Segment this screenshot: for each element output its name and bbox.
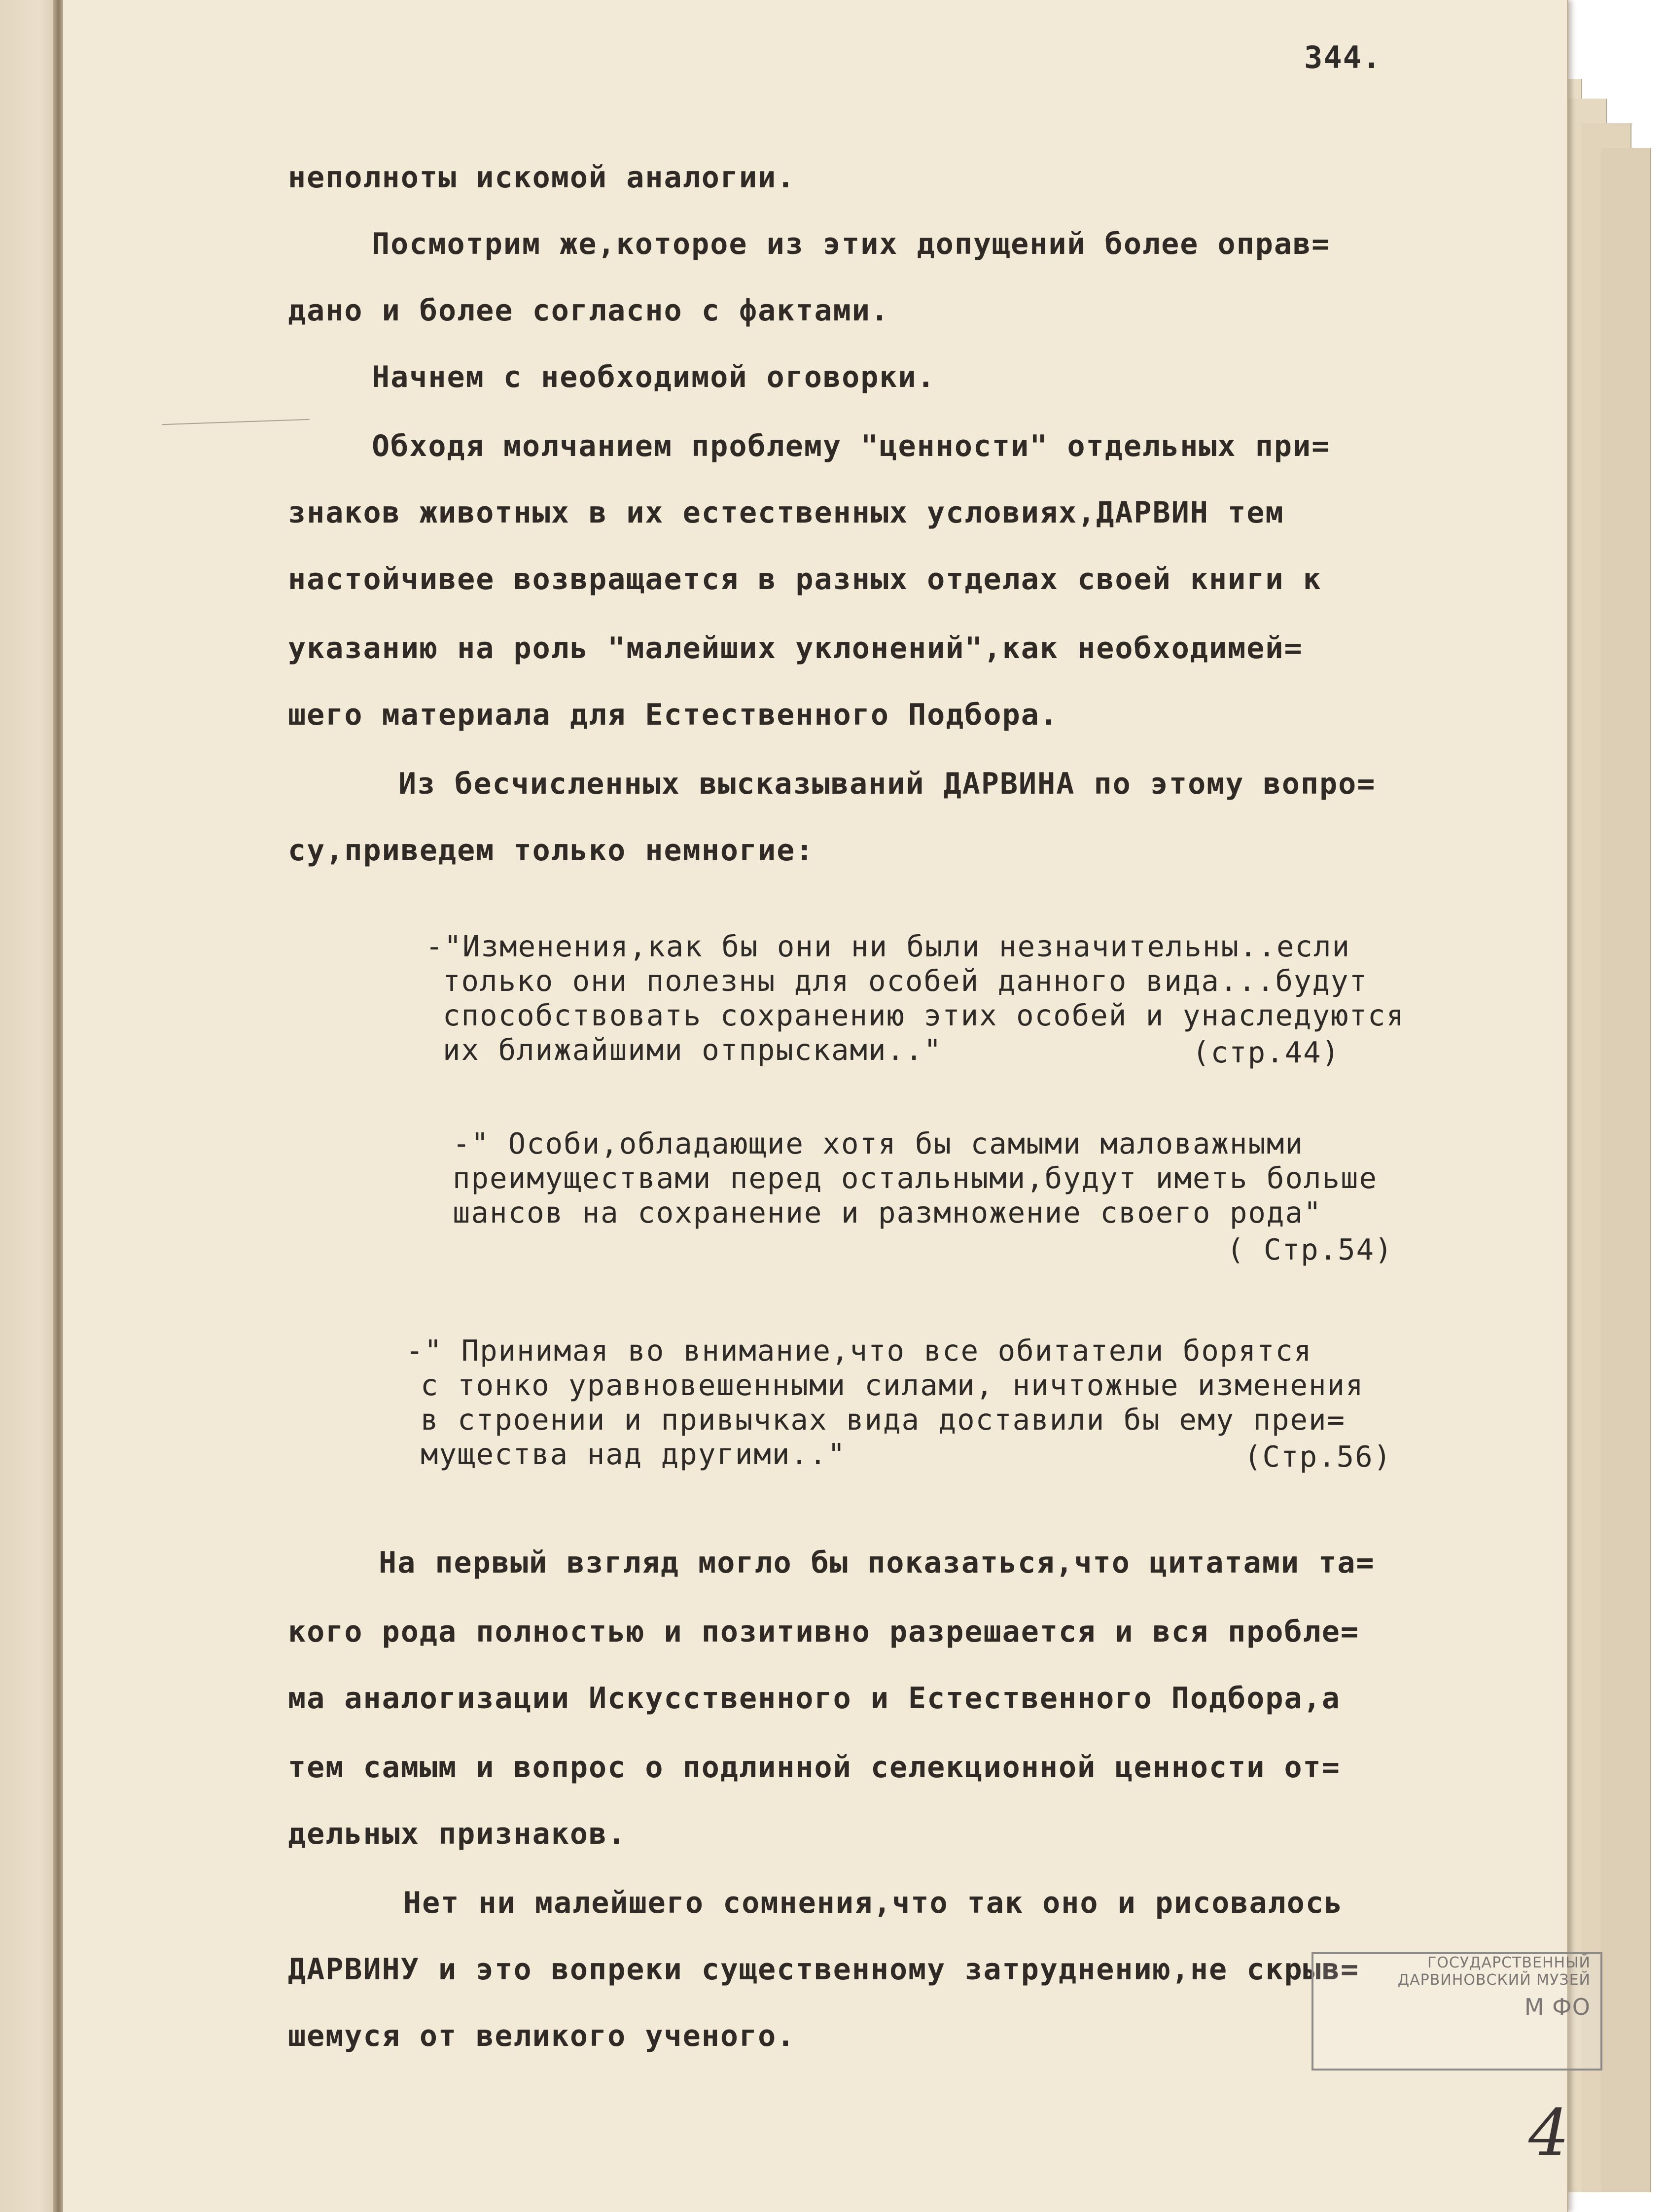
text-line: знаков животных в их естественных условиях,ДАРВИН тем [288,495,1284,530]
quote-line: -" Особи,обладающие хотя бы самыми маловажными [453,1126,1304,1160]
quote-line: мущества над другими.." [421,1437,846,1471]
typewritten-page [63,0,1568,2212]
text-line: дельных признаков. [288,1817,627,1851]
text-line: неполноты искомой аналогии. [288,160,796,195]
text-line: Обходя молчанием проблему "ценности" отдельных при= [372,429,1331,463]
quote-line: способствовать сохранению этих особей и унаследуются [443,998,1405,1032]
text-line: Из бесчисленных высказываний ДАРВИНА по этому вопро= [398,767,1376,801]
quote-line: -"Изменения,как бы они ни были незначительны..если [425,929,1351,963]
museum-stamp: ГОСУДАРСТВЕННЫЙ ДАРВИНОВСКИЙ МУЗЕЙ М ФО [1312,1952,1602,2071]
text-line: шего материала для Естественного Подбора. [288,698,1059,732]
text-line: указанию на роль "малейших уклонений",как необходимей= [288,631,1303,666]
text-line: шемуся от великого ученого. [288,2019,796,2053]
page-reference: ( Стр.54) [1227,1232,1393,1266]
text-line: кого рода полностью и позитивно разрешается и вся пробле= [288,1615,1360,1649]
text-line: Посмотрим же,которое из этих допущений более оправ= [372,227,1331,261]
binding-gutter [53,0,64,2212]
text-line: тем самым и вопрос о подлинной селекционной ценности от= [288,1750,1341,1785]
quote-line: их ближайшими отпрысками.." [443,1033,943,1067]
facing-page-edge [0,0,57,2212]
quote-line: -" Принимая во внимание,что все обитатели борятся [406,1334,1312,1368]
page-reference: (Стр.56) [1244,1440,1392,1474]
quote-line: только они полезны для особей данного вида...будут [443,964,1368,998]
page-reference: (стр.44) [1192,1035,1341,1069]
text-line: дано и более согласно с фактами. [288,293,889,328]
text-line: настойчивее возвращается в разных отделах своей книги к [288,562,1322,597]
text-line: На первый взгляд могло бы показаться,что цитатами та= [379,1545,1375,1580]
text-line: ДАРВИНУ и это вопреки существенному затруднению,не скрыв= [288,1952,1360,1987]
text-line: су,приведем только немногие: [288,833,815,868]
text-line: Нет ни малейшего сомнения,что так оно и рисовалось [403,1886,1344,1920]
page-number: 344. [1304,39,1382,75]
text-line: ма аналогизации Искусственного и Естественного Подбора,а [288,1681,1341,1716]
pencil-mark [162,419,310,429]
quote-line: преимуществами перед остальными,будут иметь больше [453,1161,1378,1195]
quote-line: с тонко уравновешенными силами, ничтожные изменения [421,1368,1364,1402]
text-line: Начнем с необходимой оговорки. [372,360,936,394]
quote-line: в строении и привычках вида доставили бы ему преи= [421,1403,1346,1437]
quote-line: шансов на сохранение и размножение своего рода" [453,1195,1322,1229]
folio-number: 4 [1528,2095,1569,2170]
